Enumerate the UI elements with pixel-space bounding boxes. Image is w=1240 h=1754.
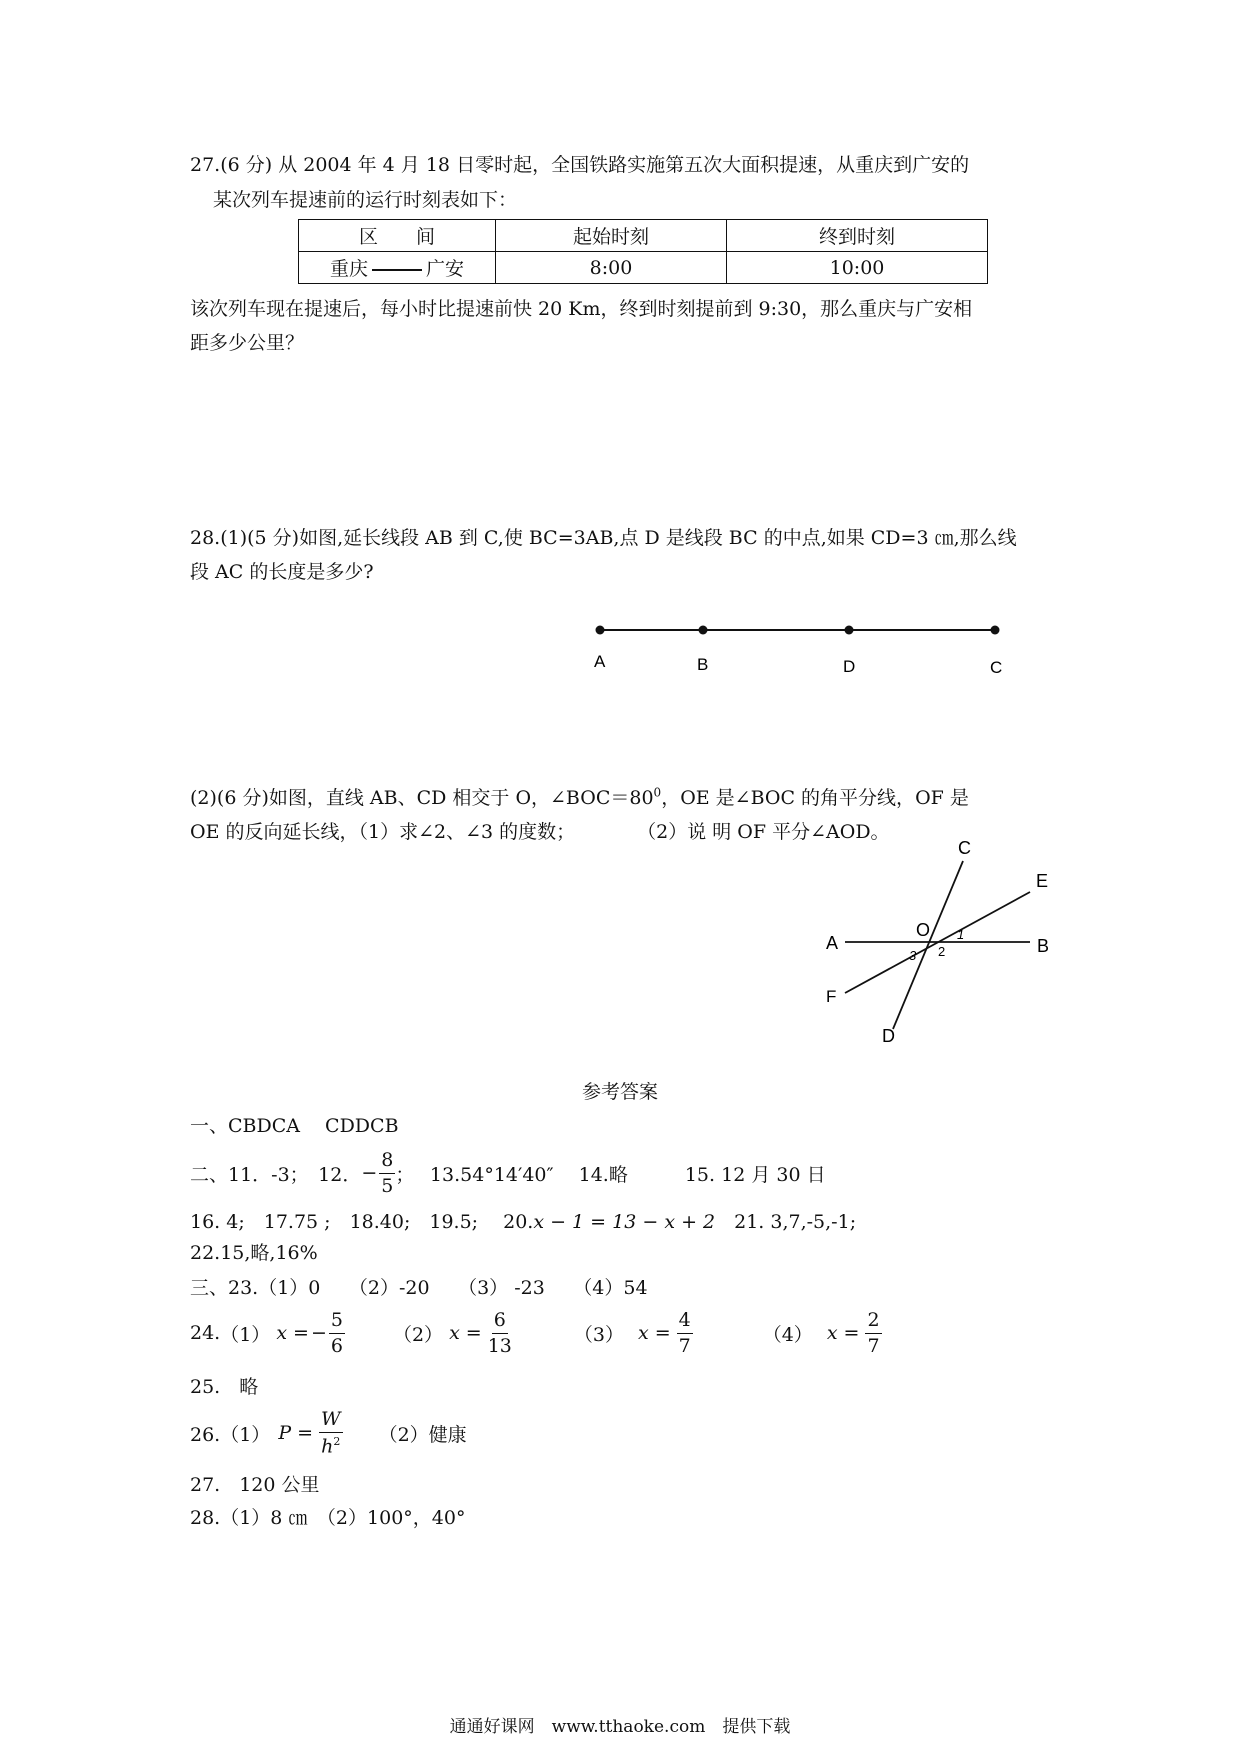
point-c <box>991 626 1000 635</box>
label-e: E <box>1036 871 1049 891</box>
answer-16-20: 16. 4; 17.75 ; 18.40; 19.5; 20. <box>190 1211 534 1233</box>
route-to: 广安 <box>426 258 465 280</box>
label-a: A <box>826 933 839 953</box>
angle-3-label: 3 <box>909 948 917 963</box>
answer-21: 21. 3,7,-5,-1; <box>715 1211 857 1233</box>
answer-24-1-label: （1） <box>220 1323 271 1346</box>
answer-section-2 <box>190 1145 826 1201</box>
fraction-denominator: 7 <box>867 1334 880 1357</box>
answer-24-4-fraction <box>865 1308 881 1357</box>
fraction-numerator: 4 <box>677 1311 693 1334</box>
page-footer: 通通好课网 www.tthaoke.com 提供下载 <box>449 1717 791 1737</box>
fraction-denominator: 7 <box>678 1334 691 1357</box>
q28-part2-line1 <box>190 783 969 810</box>
q27-line1: 27.(6 分) 从 2004 年 4 月 18 日零时起，全国铁路实施第五次大面积提速，从重庆到广安的 <box>190 154 970 176</box>
answer-24-3-var: x <box>637 1322 649 1344</box>
label-d: D <box>882 1026 895 1046</box>
answers-title: 参考答案 <box>581 1081 658 1103</box>
label-c: C <box>990 658 1003 677</box>
header-end-time: 终到时刻 <box>727 220 988 252</box>
answer-24-prefix: 24. <box>190 1322 221 1344</box>
fraction-denominator: 5 <box>381 1174 394 1197</box>
answer-section-9: 27. 120 公里 <box>190 1474 320 1496</box>
line-cd <box>893 861 963 1029</box>
label-c: C <box>958 838 971 858</box>
answer-section-1: 一、CBDCA CDDCB <box>190 1115 399 1137</box>
header-interval: 区 间 <box>299 220 496 252</box>
answer-section-10: 28.（1）8 ㎝ （2）100°，40° <box>190 1507 466 1529</box>
label-b: B <box>1037 936 1050 956</box>
answer-24-2-label: （2） <box>392 1323 444 1346</box>
denominator-base: h <box>321 1435 334 1458</box>
q28-part1-line2: 段 AC 的长度是多少? <box>190 561 374 583</box>
point-d <box>845 626 854 635</box>
answer-24-4-var: x <box>826 1322 838 1344</box>
end-time-cell: 10:00 <box>727 252 988 284</box>
q28-part2-line2-a: OE 的反向延长线，（1）求∠2、∠3 的度数； <box>190 821 576 843</box>
fraction-numerator: W <box>319 1410 343 1433</box>
route-cell <box>299 252 496 284</box>
timetable <box>298 219 988 284</box>
answer-24-3-label: （3） <box>573 1323 624 1346</box>
fraction-sign: − <box>361 1162 378 1184</box>
answer-24-2-fraction <box>487 1308 512 1357</box>
q28-part2-line1-b: ，OE 是∠BOC 的角平分线，OF 是 <box>661 787 969 809</box>
q28-part1-line1: 28.(1)(5 分)如图,延长线段 AB 到 C,使 BC=3AB,点 D 是线段 BC 的中点,如果 CD=3 ㎝,那么线 <box>190 527 1017 549</box>
angle-1-label: 1 <box>957 927 965 942</box>
answer-24-2-var: x <box>449 1322 460 1344</box>
answer-24-3-fraction <box>677 1308 693 1357</box>
fraction-numerator: 5 <box>329 1311 345 1334</box>
q27-line4: 距多少公里？ <box>190 332 305 354</box>
fraction-denominator: 6 <box>330 1334 343 1357</box>
denominator-exponent: 2 <box>333 1434 341 1448</box>
label-d: D <box>843 657 856 676</box>
answer-section-3 <box>190 1207 856 1234</box>
angle-diagram <box>810 830 1070 1050</box>
degree-superscript: 0 <box>653 785 662 800</box>
point-a <box>596 626 605 635</box>
answer-26-var: P <box>278 1422 292 1444</box>
fraction-neg-8-5 <box>379 1148 395 1197</box>
answer-13-15: ； 13.54°14′40″ 14.略 15. 12 月 30 日 <box>395 1163 826 1186</box>
route-dash <box>372 269 422 271</box>
answer-26-fraction <box>319 1407 343 1458</box>
segment-diagram <box>560 605 1020 685</box>
header-start-time: 起始时刻 <box>496 220 727 252</box>
start-time-cell: 8:00 <box>496 252 727 284</box>
angle-2-label: 2 <box>938 944 946 959</box>
route-from: 重庆 <box>329 258 368 280</box>
fraction-numerator: 6 <box>492 1311 508 1334</box>
answer-section-5: 三、23.（1）0 （2）-20 （3） -23 （4）54 <box>190 1277 648 1299</box>
label-b: B <box>697 655 709 674</box>
answer-24-4-label: （4） <box>762 1323 813 1346</box>
fraction-denominator: 13 <box>487 1334 512 1357</box>
q28-part2-line1-a: (2)(6 分)如图，直线 AB、CD 相交于 O，∠BOC＝80 <box>190 787 654 809</box>
answer-section-6: 24. （1） x = − $\frac{5}{6}$ （2） x = $\frac{6}{13}$ （3） x = $\frac{4}{7}$ （4） x = $\frac{2}{7}$ <box>190 1308 880 1357</box>
table-header-row <box>299 220 988 252</box>
q28-part2-line2-b: （2）说 明 OF 平分∠AOD。 <box>637 821 890 843</box>
q27-line2: 某次列车提速前的运行时刻表如下： <box>213 189 518 211</box>
equation-20: x − 1 = 13 − x + 2 <box>533 1211 716 1233</box>
q28-part2-line2 <box>190 817 890 844</box>
fraction-numerator: 2 <box>865 1311 881 1334</box>
fraction-numerator: 8 <box>379 1151 395 1174</box>
answer-section-7: 25. 略 <box>190 1376 259 1398</box>
label-a: A <box>594 652 606 671</box>
answer-11-12: 二、11．-3； 12． <box>190 1163 362 1186</box>
answer-section-4: 22.15,略,16% <box>190 1242 318 1264</box>
answer-24-1-var: x <box>276 1322 288 1344</box>
fraction-denominator <box>321 1433 340 1456</box>
point-b <box>699 626 708 635</box>
answer-26-2: （2）健康 <box>378 1423 467 1446</box>
q27-line3: 该次列车现在提速后，每小时比提速前快 20 Km，终到时刻提前到 9:30，那么重庆与广安相 <box>190 298 973 320</box>
answer-section-8: 26.（1） P = $\frac{W}{h^2}$ （2）健康 <box>190 1407 467 1458</box>
answer-24-1-fraction <box>329 1308 345 1357</box>
answer-24-1-sign: − <box>310 1322 327 1344</box>
table-row <box>299 252 988 284</box>
label-o: O <box>916 920 931 940</box>
answer-26-prefix: 26.（1） <box>190 1423 271 1446</box>
label-f: F <box>826 987 837 1006</box>
